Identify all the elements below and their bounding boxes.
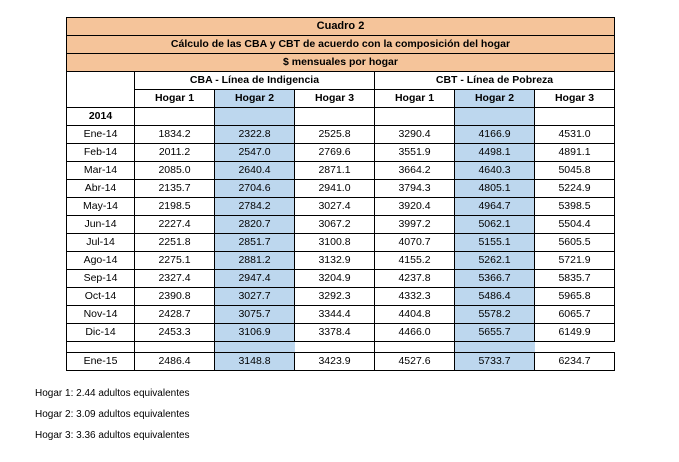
group-header-cbt: CBT - Línea de Pobreza xyxy=(375,72,615,90)
group-header-cba: CBA - Línea de Indigencia xyxy=(135,72,375,90)
cell-cbt-hogar-3: 5224.9 xyxy=(535,180,615,198)
cell-cbt-hogar-2: 5366.7 xyxy=(455,270,535,288)
cell-cba-hogar-1: 2227.4 xyxy=(135,216,215,234)
row-label: Ene-14 xyxy=(67,126,135,144)
cell-cbt-hogar-2: 5733.7 xyxy=(455,353,535,371)
cell-cbt-hogar-3: 4531.0 xyxy=(535,126,615,144)
footnotes xyxy=(35,383,190,446)
table-row xyxy=(67,162,615,180)
cell-cba-hogar-2: 3075.7 xyxy=(215,306,295,324)
table-title: Cuadro 2 xyxy=(67,18,615,36)
cell-cbt-hogar-3: 5965.8 xyxy=(535,288,615,306)
cell-cba-hogar-1: 2327.4 xyxy=(135,270,215,288)
cell-cbt-hogar-2: 5262.1 xyxy=(455,252,535,270)
cell-cba-hogar-1: 2486.4 xyxy=(135,353,215,371)
column-header-cba-hogar-3: Hogar 3 xyxy=(295,90,375,108)
cell-cbt-hogar-2: 5062.1 xyxy=(455,216,535,234)
column-header-cbt-hogar-1: Hogar 1 xyxy=(375,90,455,108)
table-row xyxy=(67,324,615,342)
cell-cbt-hogar-3: 6234.7 xyxy=(535,353,615,371)
cell-cbt-hogar-1: 3794.3 xyxy=(375,180,455,198)
cell-cba-hogar-3: 3423.9 xyxy=(295,353,375,371)
cell-cbt-hogar-2: 4640.3 xyxy=(455,162,535,180)
cell-cba-hogar-1: 2428.7 xyxy=(135,306,215,324)
table-row xyxy=(67,270,615,288)
cell-cbt-hogar-2: 4166.9 xyxy=(455,126,535,144)
year-row-blank-2 xyxy=(215,108,295,126)
column-header-cbt-hogar-3: Hogar 3 xyxy=(535,90,615,108)
cell-cba-hogar-1: 2251.8 xyxy=(135,234,215,252)
table-units-row xyxy=(67,54,615,72)
column-header-cba-hogar-1: Hogar 1 xyxy=(135,90,215,108)
row-label: Mar-14 xyxy=(67,162,135,180)
year-label: 2014 xyxy=(67,108,135,126)
cell-cbt-hogar-2: 5486.4 xyxy=(455,288,535,306)
column-header-corner xyxy=(67,90,135,108)
cell-cba-hogar-1: 1834.2 xyxy=(135,126,215,144)
table-row-final xyxy=(67,353,615,371)
cell-cbt-hogar-3: 5721.9 xyxy=(535,252,615,270)
table-subtitle: Cálculo de las CBA y CBT de acuerdo con la composición del hogar xyxy=(67,36,615,54)
cell-cba-hogar-2: 2851.7 xyxy=(215,234,295,252)
cell-cba-hogar-3: 3292.3 xyxy=(295,288,375,306)
cell-cba-hogar-3: 2871.1 xyxy=(295,162,375,180)
cell-cbt-hogar-3: 6149.9 xyxy=(535,324,615,342)
table-container xyxy=(66,17,614,371)
row-label: Ene-15 xyxy=(67,353,135,371)
table-title-row xyxy=(67,18,615,36)
cell-cba-hogar-2: 2784.2 xyxy=(215,198,295,216)
cell-cbt-hogar-2: 4805.1 xyxy=(455,180,535,198)
cell-cbt-hogar-1: 4070.7 xyxy=(375,234,455,252)
cell-cba-hogar-3: 2941.0 xyxy=(295,180,375,198)
cell-cba-hogar-3: 2769.6 xyxy=(295,144,375,162)
cell-cba-hogar-2: 2704.6 xyxy=(215,180,295,198)
cell-cbt-hogar-2: 4498.1 xyxy=(455,144,535,162)
row-label: Abr-14 xyxy=(67,180,135,198)
year-row-blank-4 xyxy=(375,108,455,126)
table-row xyxy=(67,234,615,252)
cba-cbt-table xyxy=(66,17,615,371)
cell-cbt-hogar-3: 5605.5 xyxy=(535,234,615,252)
cell-cba-hogar-3: 3378.4 xyxy=(295,324,375,342)
cell-cba-hogar-3: 3100.8 xyxy=(295,234,375,252)
cell-cbt-hogar-2: 5155.1 xyxy=(455,234,535,252)
spacer-cell xyxy=(375,342,455,353)
table-row xyxy=(67,216,615,234)
table-column-header-row xyxy=(67,90,615,108)
cell-cba-hogar-1: 2085.0 xyxy=(135,162,215,180)
cell-cbt-hogar-3: 5504.4 xyxy=(535,216,615,234)
cell-cbt-hogar-1: 3664.2 xyxy=(375,162,455,180)
table-row xyxy=(67,288,615,306)
spacer-cell xyxy=(295,342,375,353)
cell-cba-hogar-2: 2640.4 xyxy=(215,162,295,180)
cell-cba-hogar-2: 2547.0 xyxy=(215,144,295,162)
cell-cba-hogar-2: 2322.8 xyxy=(215,126,295,144)
table-row xyxy=(67,144,615,162)
cell-cba-hogar-2: 2820.7 xyxy=(215,216,295,234)
table-row xyxy=(67,306,615,324)
cell-cbt-hogar-1: 4466.0 xyxy=(375,324,455,342)
footnote-hogar-3: Hogar 3: 3.36 adultos equivalentes xyxy=(35,430,190,441)
cell-cba-hogar-1: 2135.7 xyxy=(135,180,215,198)
table-group-header-row xyxy=(67,72,615,90)
cell-cbt-hogar-2: 5578.2 xyxy=(455,306,535,324)
cell-cbt-hogar-3: 4891.1 xyxy=(535,144,615,162)
cell-cbt-hogar-3: 5045.8 xyxy=(535,162,615,180)
spacer-cell xyxy=(455,342,535,353)
cell-cbt-hogar-2: 4964.7 xyxy=(455,198,535,216)
table-row xyxy=(67,180,615,198)
cell-cba-hogar-3: 3067.2 xyxy=(295,216,375,234)
cell-cbt-hogar-1: 4527.6 xyxy=(375,353,455,371)
spacer-cell xyxy=(535,342,615,353)
cell-cba-hogar-1: 2453.3 xyxy=(135,324,215,342)
cell-cbt-hogar-3: 5835.7 xyxy=(535,270,615,288)
spacer-cell xyxy=(215,342,295,353)
cell-cba-hogar-1: 2390.8 xyxy=(135,288,215,306)
cell-cba-hogar-1: 2011.2 xyxy=(135,144,215,162)
group-header-corner xyxy=(67,72,135,90)
cell-cba-hogar-3: 3344.4 xyxy=(295,306,375,324)
row-label: Dic-14 xyxy=(67,324,135,342)
column-header-cba-hogar-2: Hogar 2 xyxy=(215,90,295,108)
spacer-cell xyxy=(67,342,135,353)
row-label: May-14 xyxy=(67,198,135,216)
cell-cba-hogar-2: 3027.7 xyxy=(215,288,295,306)
footnote-hogar-2: Hogar 2: 3.09 adultos equivalentes xyxy=(35,409,190,420)
cell-cbt-hogar-1: 3997.2 xyxy=(375,216,455,234)
cell-cbt-hogar-1: 4332.3 xyxy=(375,288,455,306)
row-label: Feb-14 xyxy=(67,144,135,162)
table-row xyxy=(67,198,615,216)
row-label: Ago-14 xyxy=(67,252,135,270)
cell-cbt-hogar-3: 6065.7 xyxy=(535,306,615,324)
cell-cbt-hogar-3: 5398.5 xyxy=(535,198,615,216)
year-row-blank-3 xyxy=(295,108,375,126)
cell-cbt-hogar-1: 4237.8 xyxy=(375,270,455,288)
row-label: Nov-14 xyxy=(67,306,135,324)
footnote-hogar-1: Hogar 1: 2.44 adultos equivalentes xyxy=(35,388,190,399)
cell-cba-hogar-2: 2881.2 xyxy=(215,252,295,270)
cell-cba-hogar-1: 2275.1 xyxy=(135,252,215,270)
table-row xyxy=(67,126,615,144)
table-row xyxy=(67,252,615,270)
row-label: Sep-14 xyxy=(67,270,135,288)
cell-cba-hogar-3: 3027.4 xyxy=(295,198,375,216)
cell-cba-hogar-2: 3148.8 xyxy=(215,353,295,371)
cell-cbt-hogar-1: 3920.4 xyxy=(375,198,455,216)
cell-cba-hogar-2: 3106.9 xyxy=(215,324,295,342)
table-units: $ mensuales por hogar xyxy=(67,54,615,72)
cell-cba-hogar-1: 2198.5 xyxy=(135,198,215,216)
cell-cbt-hogar-1: 4404.8 xyxy=(375,306,455,324)
cell-cba-hogar-2: 2947.4 xyxy=(215,270,295,288)
cell-cbt-hogar-1: 3551.9 xyxy=(375,144,455,162)
year-row-blank-1 xyxy=(135,108,215,126)
year-row-blank-6 xyxy=(535,108,615,126)
cell-cbt-hogar-1: 3290.4 xyxy=(375,126,455,144)
cell-cbt-hogar-2: 5655.7 xyxy=(455,324,535,342)
cell-cba-hogar-3: 3204.9 xyxy=(295,270,375,288)
table-spacer-row xyxy=(67,342,615,353)
row-label: Oct-14 xyxy=(67,288,135,306)
cell-cba-hogar-3: 3132.9 xyxy=(295,252,375,270)
cell-cba-hogar-3: 2525.8 xyxy=(295,126,375,144)
table-subtitle-row xyxy=(67,36,615,54)
table-year-row xyxy=(67,108,615,126)
row-label: Jul-14 xyxy=(67,234,135,252)
year-row-blank-5 xyxy=(455,108,535,126)
row-label: Jun-14 xyxy=(67,216,135,234)
spacer-cell xyxy=(135,342,215,353)
cell-cbt-hogar-1: 4155.2 xyxy=(375,252,455,270)
column-header-cbt-hogar-2: Hogar 2 xyxy=(455,90,535,108)
